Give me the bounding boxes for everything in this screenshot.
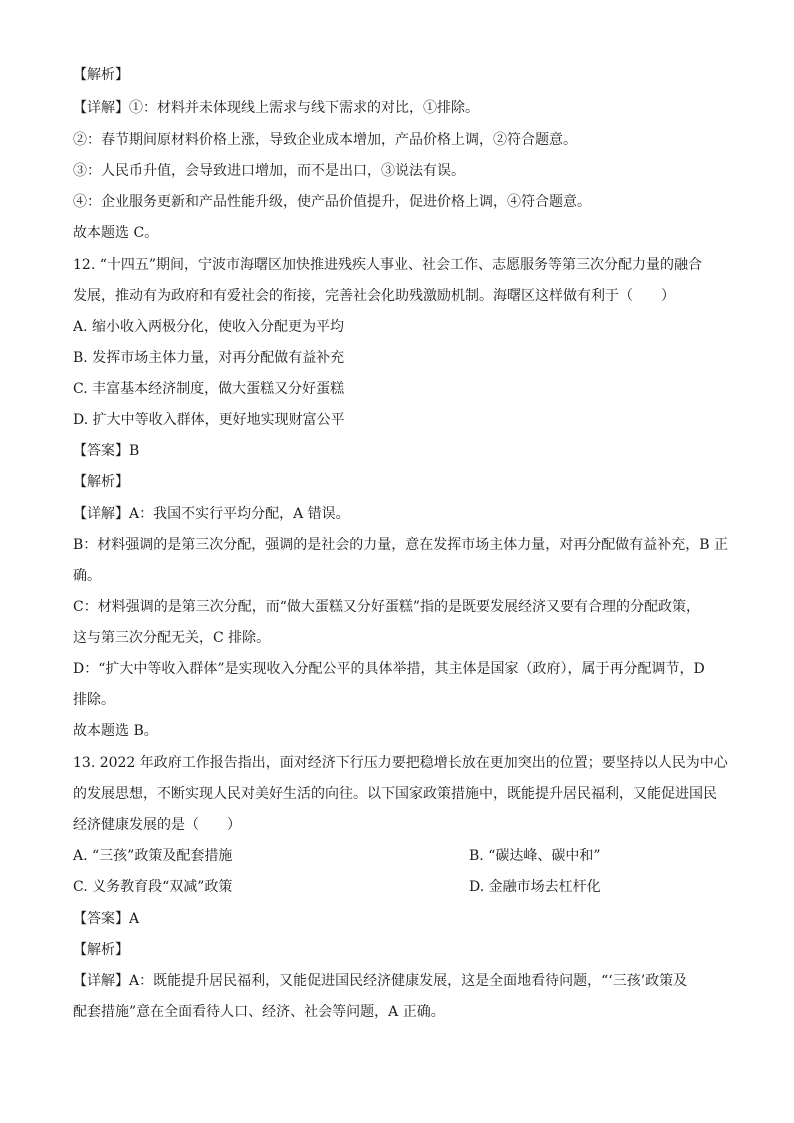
q12-option-b: B. 发挥市场主体力量，对再分配做有益补充 [73, 350, 345, 366]
q12-conclusion: 故本题选 B。 [73, 723, 158, 739]
q12-analysis-label: 【解析】 [73, 474, 129, 490]
q13-stem-line-3: 经济健康发展的是（ ） [73, 817, 241, 833]
q12-detail-d-line-1: D：“扩大中等收入群体”是实现收入分配公平的具体举措，其主体是国家（政府），属于再分配调节，D [73, 661, 705, 677]
q13-option-a: A. “三孩”政策及配套措施 [73, 848, 233, 864]
detail-line-3: ③：人民币升值，会导致进口增加，而不是出口，③说法有误。 [73, 163, 465, 179]
analysis-label: 【解析】 [73, 67, 129, 83]
conclusion-line: 故本题选 C。 [73, 225, 159, 241]
q12-option-c: C. 丰富基本经济制度，做大蛋糕又分好蛋糕 [73, 381, 345, 397]
q12-detail-c-line-2: 这与第三次分配无关，C 排除。 [73, 630, 271, 646]
q13-option-b: B. “碳达峰、碳中和” [469, 848, 601, 864]
q13-stem-line-2: 的发展思想，不断实现人民对美好生活的向往。以下国家政策措施中，既能提升居民福利，又能促进国民 [73, 786, 717, 802]
q12-detail-c-line-1: C：材料强调的是第三次分配，而“做大蛋糕又分好蛋糕”指的是既要发展经济又要有合理的分配政策， [73, 599, 701, 615]
q12-option-a: A. 缩小收入两极分化，使收入分配更为平均 [73, 319, 345, 335]
q13-option-d: D. 金融市场去杠杆化 [469, 879, 601, 895]
q12-answer: 【答案】B [73, 443, 140, 459]
q12-option-d: D. 扩大中等收入群体，更好地实现财富公平 [73, 412, 345, 428]
q13-detail-a-line-1: 【详解】A：既能提升居民福利，又能促进国民经济健康发展，这是全面地看待问题，“‘三孩’政策及 [73, 973, 688, 989]
q12-detail-b-line-1: B：材料强调的是第三次分配，强调的是社会的力量，意在发挥市场主体力量，对再分配做有益补充，B 正 [73, 537, 729, 553]
q12-detail-b-line-2: 确。 [73, 568, 101, 584]
q13-answer: 【答案】A [73, 911, 140, 927]
detail-line-1: 【详解】①：材料并未体现线上需求与线下需求的对比，①排除。 [73, 100, 479, 116]
detail-line-4: ④：企业服务更新和产品性能升级，使产品价值提升，促进价格上调，④符合题意。 [73, 194, 591, 210]
q13-option-row-2 [73, 877, 601, 897]
q13-stem-line-1: 13. 2022 年政府工作报告指出，面对经济下行压力要把稳增长放在更加突出的位置；要坚持以人民为中心 [73, 755, 728, 771]
q13-option-c: C. 义务教育段“双减”政策 [73, 879, 233, 895]
q12-detail-d-line-2: 排除。 [73, 692, 115, 708]
q13-option-row-1 [73, 846, 601, 866]
q13-analysis-label: 【解析】 [73, 942, 129, 958]
q12-stem-line-2: 发展，推动有为政府和有爱社会的衔接，完善社会化助残激励机制。海曙区这样做有利于（ ） [73, 288, 675, 304]
q13-detail-a-line-2: 配套措施”意在全面看待人口、经济、社会等问题，A 正确。 [73, 1004, 445, 1020]
q12-stem-line-1: 12. “十四五”期间，宁波市海曙区加快推进残疾人事业、社会工作、志愿服务等第三次分配力量的融合 [73, 257, 703, 273]
detail-line-2: ②：春节期间原材料价格上涨，导致企业成本增加，产品价格上调，②符合题意。 [73, 132, 577, 148]
q12-detail-a: 【详解】A：我国不实行平均分配，A 错误。 [73, 506, 350, 522]
